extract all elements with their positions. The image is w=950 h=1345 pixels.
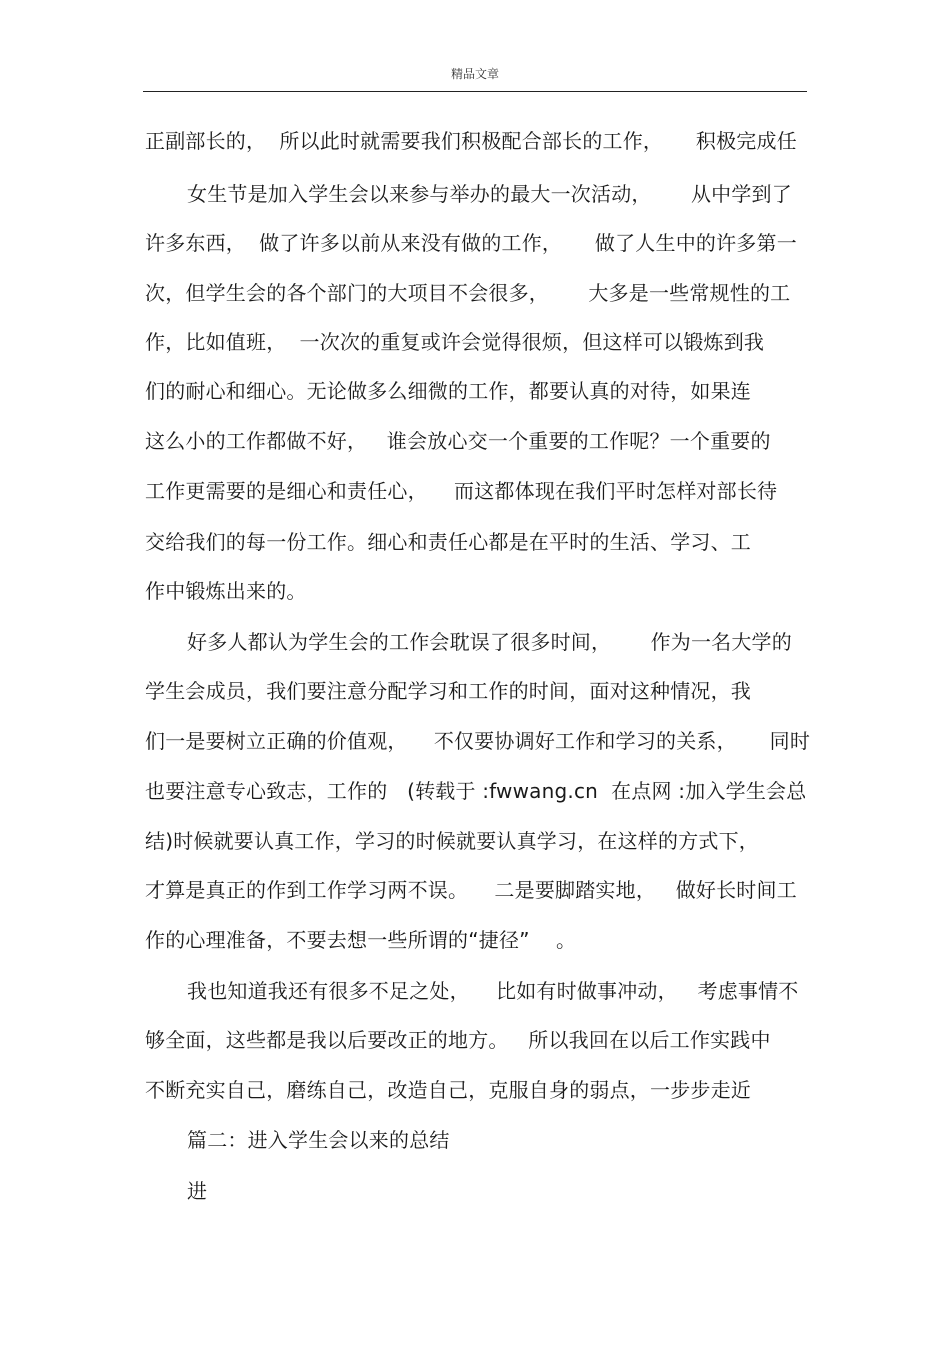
section-heading: 篇二：进入学生会以来的总结	[187, 1128, 450, 1152]
header-divider	[143, 91, 807, 92]
text-line: 工作更需要的是细心和责任心， 而这都体现在我们平时怎样对部长待	[145, 479, 778, 503]
text-line: 这么小的工作都做不好， 谁会放心交一个重要的工作呢？一个重要的	[145, 429, 771, 453]
text-line: 够全面，这些都是我以后要改正的地方。 所以我回在以后工作实践中	[145, 1028, 771, 1052]
text-line: 才算是真正的作到工作学习两不误。 二是要脚踏实地， 做好长时间工	[145, 878, 797, 902]
text-line: 们的耐心和细心。无论做多么细微的工作，都要认真的对待，如果连	[145, 379, 751, 403]
text-line: 许多东西， 做了许多以前从来没有做的工作， 做了人生中的许多第一	[145, 231, 797, 255]
paragraph-start-line: 好多人都认为学生会的工作会耽误了很多时间， 作为一名大学的	[187, 630, 792, 654]
paragraph-start-line: 女生节是加入学生会以来参与举办的最大一次活动， 从中学到了	[187, 182, 792, 206]
text-line: 结)时候就要认真工作，学习的时候就要认真学习，在这样的方式下，	[145, 829, 760, 853]
text-line: 们一是要树立正确的价值观， 不仅要协调好工作和学习的关系， 同时	[145, 729, 811, 753]
header-title: 精品文章	[450, 67, 499, 81]
text-line: 学生会成员，我们要注意分配学习和工作的时间，面对这种情况，我	[145, 679, 751, 703]
text-line: 作的心理准备，不要去想一些所谓的“捷径” 。	[145, 928, 577, 952]
text-line: 也要注意专心致志，工作的 (转载于 :fwwang.cn 在点网 :加入学生会总	[145, 779, 807, 803]
text-line: 交给我们的每一份工作。细心和责任心都是在平时的生活、学习、工	[145, 530, 751, 554]
text-line: 作，比如值班， 一次次的重复或许会觉得很烦，但这样可以锻炼到我	[145, 330, 765, 354]
text-line: 不断充实自己，磨练自己，改造自己，克服自身的弱点，一步步走近	[145, 1078, 751, 1102]
paragraph-start-line: 我也知道我还有很多不足之处， 比如有时做事冲动， 考虑事情不	[187, 979, 799, 1003]
text-line: 正副部长的， 所以此时就需要我们积极配合部长的工作， 积极完成任	[145, 129, 797, 153]
text-line: 作中锻炼出来的。	[145, 579, 307, 603]
paragraph-start-line: 进	[187, 1179, 208, 1203]
text-line: 次，但学生会的各个部门的大项目不会很多， 大多是一些常规性的工	[145, 281, 791, 305]
